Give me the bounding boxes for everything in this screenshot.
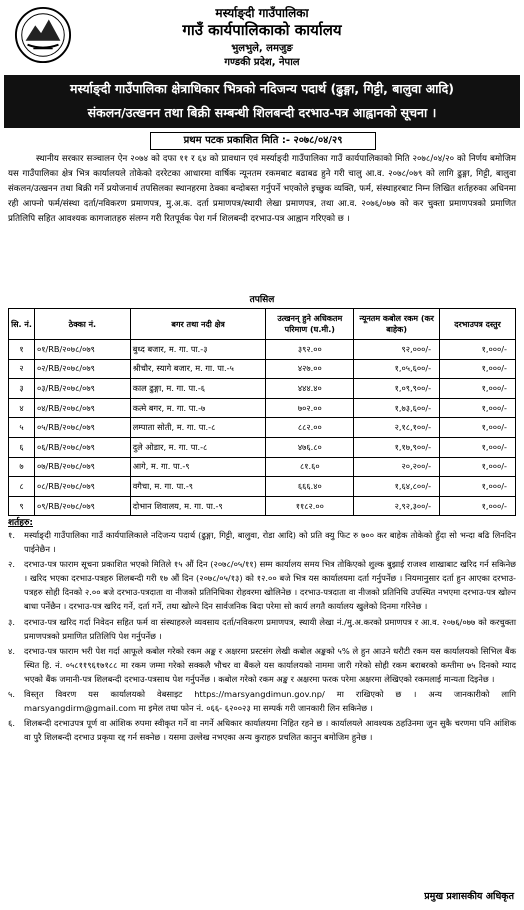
table-cell: कत्मे बगर, म. गा. पा.-७: [130, 398, 266, 418]
condition-text: मर्स्याङ्दी गाउँपालिका गाउँ कार्यपालिकाले नदिजन्य पदार्थ (ढुङ्गा, गिट्टी, बालुवा, रोडा आदि) को प्रति क्यु फिट रु ७०० कर बाहेक तोकेको हुँदा सो भन्दा बढि लिनदिन पाईनेछैन ।: [24, 530, 516, 555]
table-row: [9, 379, 516, 399]
condition-number: ३.: [8, 616, 15, 627]
table-cell: २: [9, 359, 35, 379]
table-cell: बुध्द बजार, म. गा. पा.-३: [130, 340, 266, 360]
table-cell: आगे, म. गा. पा.-९: [130, 457, 266, 477]
table-cell: ५: [9, 418, 35, 438]
table-row: [9, 477, 516, 497]
conditions-list: [8, 528, 516, 745]
table-cell: ८१.६०: [266, 457, 354, 477]
table-row: [9, 496, 516, 516]
table-cell: १,०००/-: [440, 477, 516, 497]
table-row: [9, 437, 516, 457]
table-cell: ४२७.००: [266, 359, 354, 379]
table-cell: ४४४.४०: [266, 379, 354, 399]
contract-table: [8, 308, 516, 516]
condition-text: दरभाउ-पत्र फाराम सूचना प्रकाशित भएको मितिले १५ औं दिन (२०७८/०५/११) सम्म कार्यालय समय भित्र तोकिएको शुल्क बुझाई राजश्व शाखाबाट खरिद गर्न सकिनेछ । खरिद भएका दरभाउ-पत्रहरु शिलबन्दी गरी १७ औं दिन (२०७८/०५/१३) को १२.०० बजे भित्र यस कार्यालयमा दर्ता गर्नुपर्नेछ । नियमानुसार दर्ता हुन आएका दरभाउ-पत्रहरु सोही दिनको २.०० बजे दरभाउ-पत्रदाता वा नीजको प्रतिनिधिका रोहवरमा खोलिनेछ । दरभाउ-पत्रदाता वा नीजको प्रतिनिधि उपस्थित नभएमा दरभाउ-पत्र खोल्न बाधा पर्नेछैन । दरभाउ-पत्र खरिद गर्ने, दर्ता गर्ने, तथा खोल्ने दिन सार्वजनिक बिदा परेमा सो कार्य लगतै कार्यालय खुलेको दिनमा गरिनेछ ।: [24, 559, 516, 612]
table-cell: ०८/RB/२०७८/०७९: [34, 477, 130, 497]
table-cell: श्रीचौर, स्यागे बजार, म. गा. पा.-५: [130, 359, 266, 379]
conditions-heading: शर्तहरु:: [8, 518, 34, 528]
table-cell: १,०५,६००/-: [354, 359, 440, 379]
table-cell: ६: [9, 437, 35, 457]
notice-title-line2: संकलन/उत्खनन तथा बिक्री सम्बन्धी शिलबन्दी दरभाउ-पत्र आह्वानको सूचना ।: [87, 105, 437, 120]
condition-text: शिलबन्दी दरभाउपत्र पूर्ण वा आंशिक रुपमा स्वीकृत गर्ने वा नगर्ने अधिकार कार्यालयमा निहित रहने छ । कार्यालयले आवश्यक ठहउिनमा जुन सुकै चरणमा पनि आंशिक वा पुरै शिलबन्दी दरभाउ प्रकृया रद्द गर्न सक्नेछ । यसमा उल्लेख नभएका अन्य कुराहरु प्रचलित कानुन बमोजिम हुनेछ ।: [24, 718, 516, 743]
province-name: गण्डकी प्रदेश, नेपाल: [224, 57, 300, 68]
table-cell: २०,२००/-: [354, 457, 440, 477]
table-cell: ११८२.००: [266, 496, 354, 516]
notice-title-banner: [4, 75, 520, 128]
table-cell: ०१/RB/२०७८/०७९: [34, 340, 130, 360]
table-cell: ३९२.००: [266, 340, 354, 360]
table-cell: ६६६.४०: [266, 477, 354, 497]
table-header-row: [9, 309, 516, 340]
table-cell: ९२,०००/-: [354, 340, 440, 360]
col-header-quantity: उत्खनन् हुने अधिकतम परिमाण (घ.मी.): [266, 309, 354, 340]
signatory-title: प्रमुख प्रशासकीय अधिकृत: [424, 891, 514, 902]
col-header-fee: दरभाउपत्र दस्तुर: [440, 309, 516, 340]
table-cell: १,७३,६००/-: [354, 398, 440, 418]
table-cell: ७०२.००: [266, 398, 354, 418]
condition-item: [8, 644, 516, 686]
condition-number: ४.: [8, 645, 15, 656]
table-cell: १,०००/-: [440, 340, 516, 360]
table-cell: १,०००/-: [440, 437, 516, 457]
table-cell: ९: [9, 496, 35, 516]
table-cell: ०४/RB/२०७८/०७९: [34, 398, 130, 418]
table-row: [9, 457, 516, 477]
table-row: [9, 359, 516, 379]
table-cell: वगैचा, म. गा. पा.-९: [130, 477, 266, 497]
condition-number: १.: [8, 530, 15, 540]
condition-text: दरभाउ-पत्र फाराम भरी पेश गर्दा आफूले कबोल गरेको रकम अङ्क र अक्षरमा प्रस्टसंग लेखी कबोल अङ्कको ५% ले हुन आउने धरौटी रकम यस कार्यालयको सिभिल बैंक स्थित हि. नं. ०५८११९६१७१८८ मा रकम जम्मा गरेको सक्कलै भौचर वा बैंकले यस कार्यालयको नाममा जारी गरेको सोही रकम बराबरको कम्तीमा ७५ दिनको म्याद भएको बैंक जमानी-पत्र शिलबन्दी दरभाउ-पत्रसाथ पेश गर्नुपर्नेछ । कबोल गरेको रकम अङ्क र अक्षरमा फरक परेमा अक्षरमा लेखिएको रकमलाई मान्यता दिइनेछ ।: [24, 645, 516, 684]
col-header-contract-no: ठेक्का नं.: [34, 309, 130, 340]
table-cell: १: [9, 340, 35, 360]
condition-number: ६.: [8, 718, 15, 729]
table-cell: १,०००/-: [440, 418, 516, 438]
table-cell: १,०००/-: [440, 496, 516, 516]
condition-item: [8, 687, 516, 715]
table-cell: ०२/RB/२०७८/०७९: [34, 359, 130, 379]
table-cell: ०९/RB/२०७८/०७९: [34, 496, 130, 516]
col-header-serial: सि. नं.: [9, 309, 35, 340]
table-cell: २,९२,३००/-: [354, 496, 440, 516]
col-header-min-bid: न्यूनतम कबोल रकम (कर बाहेक): [354, 309, 440, 340]
table-cell: १,०००/-: [440, 398, 516, 418]
table-cell: २,१८,१००/-: [354, 418, 440, 438]
table-cell: ४७६.८०: [266, 437, 354, 457]
table-cell: १,०००/-: [440, 457, 516, 477]
col-header-area: बगर तथा नदी क्षेत्र: [130, 309, 266, 340]
table-cell: दोभान शिवालय, म. गा. पा.-९: [130, 496, 266, 516]
schedule-heading: तपसिल: [249, 295, 275, 305]
table-cell: ७: [9, 457, 35, 477]
condition-number: ५.: [8, 689, 15, 700]
table-cell: १,०००/-: [440, 359, 516, 379]
table-cell: १,६४,८००/-: [354, 477, 440, 497]
table-cell: काल ढुङ्गा, म. गा. पा.-६: [130, 379, 266, 399]
condition-item: [8, 528, 516, 556]
table-cell: ८: [9, 477, 35, 497]
condition-text: विस्तृत विवरण यस कार्यालयको वेबसाइट https://marsyangdimun.gov.np/ मा राखिएको छ । अन्य जानकारीको लागि marsyangdirm@gmail.com मा इमेल तथा फोन नं. ०६६- ६२००२३ मा सम्पर्क गरी जानकारी लिन सकिनेछ ।: [24, 689, 516, 714]
table-cell: ३: [9, 379, 35, 399]
publication-date: प्रथम पटक प्रकाशित मिति :- २०७८/०४/२९: [150, 132, 376, 150]
municipality-name: मर्स्याङ्दी गाउँपालिका: [215, 6, 309, 20]
table-cell: लम्पाता सोती, म. गा. पा.-८: [130, 418, 266, 438]
condition-item: [8, 557, 516, 613]
condition-number: २.: [8, 559, 15, 570]
table-row: [9, 340, 516, 360]
table-row: [9, 418, 516, 438]
table-cell: १,०९,९००/-: [354, 379, 440, 399]
table-cell: ८८२.००: [266, 418, 354, 438]
condition-item: [8, 716, 516, 744]
table-cell: १,१७,९००/-: [354, 437, 440, 457]
table-cell: ०७/RB/२०७८/०७९: [34, 457, 130, 477]
table-row: [9, 398, 516, 418]
notice-title-line1: मर्स्याङ्दी गाउँपालिका क्षेत्राधिकार भित्रको नदिजन्य पदार्थ (ढुङ्गा, गिट्टी, बालुवा आदि): [70, 81, 454, 96]
table-cell: ०६/RB/२०७८/०७९: [34, 437, 130, 457]
office-location: भुलभुले, लमजुङ: [231, 43, 293, 54]
table-cell: १,०००/-: [440, 379, 516, 399]
table-cell: ०५/RB/२०७८/०७९: [34, 418, 130, 438]
condition-text: दरभाउ-पत्र खरिद गर्दा निवेदन सहित फर्म वा संस्थाहरुले व्यवसाय दर्ता/नविकरण प्रमाणपत्र, स्थायी लेखा नं./मु.अ.करको प्रमाणपत्र र आ.व. २०७६/०७७ को करचुक्ता प्रमाणपत्रको प्रमाणित प्रतिलिपि पेश गर्नुपर्नेछ ।: [24, 616, 516, 641]
table-cell: दुले ओडार, म. गा. पा.-८: [130, 437, 266, 457]
condition-item: [8, 615, 516, 643]
table-cell: ०३/RB/२०७८/०७९: [34, 379, 130, 399]
office-name: गाउँ कार्यपालिकाको कार्यालय: [182, 21, 342, 39]
intro-paragraph: स्थानीय सरकार सञ्चालन ऐन २०७४ को दफा ११ र ६४ को प्रावधान एवं मर्स्याङ्दी गाउँपालिका गाउँ कार्यपालिकाको मिति २०७८/०४/२० को निर्णय बमोजिम यस गाउँपालिका क्षेत्र भित्र कार्यालयले तोकेको दररेटका आधारमा वार्षिक न्यूनतम रकमबाट बढाबढ हुने गरी चालु आ.व. २०७८/०७९ को लागि ढुङ्गा, गिट्टी, बालुवा संकलन/उत्खनन तथा बिक्री गर्ने प्रयोजनार्थ तपसिलका स्थानहरमा ठेक्का बन्दोबस्त गर्नुपर्ने भएकोले इच्छुक व्यक्ति, फर्म, संस्थाहरबाट निम्न लिखित शर्तहरुका अधिनमा रही आफ्नो फर्म/संस्था दर्ता/नविकरण प्रमाणपत्र, मु.अ.क. दर्ता प्रमाणपत्र/स्थायी लेखा प्रमाणपत्र, तथा आ.व. २०७६/०७७ को कर चुक्ता प्रमाणपत्रको प्रमाणित प्रतिलिपि सहित आवश्यक कागजातहरु संलग्न गरी रितपूर्वक पेश गर्न शिलबन्दी दरभाउ-पत्र आह्वान गरिएको छ ।: [8, 154, 516, 224]
table-cell: ४: [9, 398, 35, 418]
